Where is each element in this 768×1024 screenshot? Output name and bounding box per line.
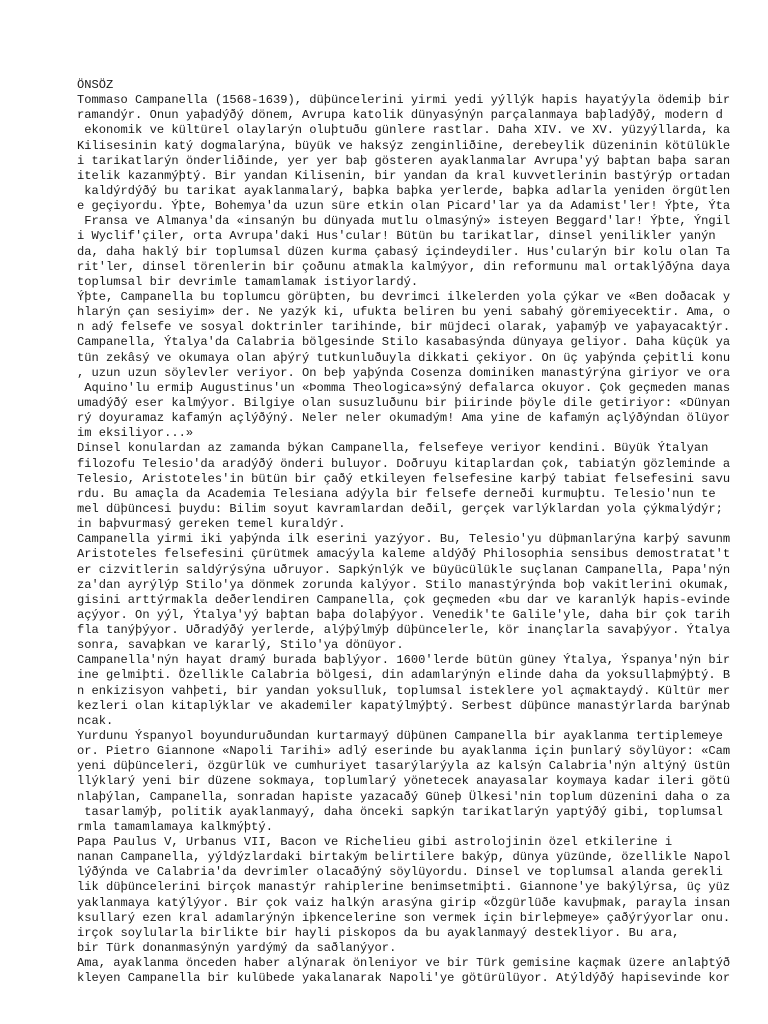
text-line: itelik kazanmýþtý. Bir yandan Kilisenin, bir yandan da kral kuvvetlerinin bastýrýp ortadan: [77, 168, 731, 183]
text-line: or. Pietro Giannone «Napoli Tarihi» adlý eserinde bu ayaklanma için þunlarý söylüyor: «Cam: [77, 744, 731, 759]
text-line: tün zekâsý ve okumaya olan aþýrý tutkunluðuyla dikkati çekiyor. On üç yaþýnda çeþitli konu: [77, 350, 731, 365]
text-line: i tarikatlarýn önderliðinde, yer yer baþ gösteren ayaklanmalar Avrupa'yý baþtan baþa saran: [77, 153, 731, 168]
text-line: Campanella, Ýtalya'da Calabria bölgesinde Stilo kasabasýnda dünyaya geliyor. Daha küçük ya: [77, 335, 731, 350]
text-line: rdu. Bu amaçla da Academia Telesiana adýyla bir felsefe derneði kurmuþtu. Telesio'nun te: [77, 486, 716, 501]
text-line: Ýþte, Campanella bu toplumcu görüþten, bu devrimci ilkelerden yola çýkar ve «Ben doðacak y: [77, 289, 731, 304]
text-line: Aquino'lu ermiþ Augustinus'un «Þomma Theologica»sýný defalarca okuyor. Çok geçmeden manas: [77, 380, 731, 395]
text-line: nlaþýlan, Campanella, sonradan hapiste yazacaðý Güneþ Ülkesi'nin toplum düzenini daha o za: [77, 789, 731, 804]
text-line: ine gelmiþti. Özellikle Calabria bölgesi, din adamlarýnýn elinde daha da yoksullaþmýþtý. B: [77, 668, 731, 683]
text-line: n adý felsefe ve sosyal doktrinler tarihinde, bir müjdeci olarak, yaþamýþ ve yaþayacaktýr.: [77, 320, 731, 335]
text-line: Ama, ayaklanma önceden haber alýnarak önleniyor ve bir Türk gemisine kaçmak üzere anlaþtýð: [77, 956, 731, 971]
text-line: gisini arttýrmakla deðerlendiren Campanella, çok geçmeden «bu dar ve karanlýk hapis-evinde: [77, 592, 731, 607]
text-line: kezleri olan kitaplýklar ve akademiler kapatýlmýþtý. Serbest düþünce manastýrlarda barýnab: [77, 698, 731, 713]
text-line: za'dan ayrýlýp Stilo'ya dönmek zorunda kalýyor. Stilo manastýrýnda boþ vakitlerini okumak,: [77, 577, 731, 592]
text-line: n enkizisyon vahþeti, bir yandan yoksulluk, toplumsal isteklere yol açmaktaydý. Kültür mer: [77, 683, 731, 698]
document-text: [77, 93, 768, 986]
text-line: Telesio, Aristoteles'in bütün bir çaðý etkileyen felsefesine karþý tabiat felsefesini savu: [77, 471, 731, 486]
text-line: filozofu Telesio'da aradýðý önderi buluyor. Doðruyu kitaplardan çok, tabiatýn gözleminde a: [77, 456, 731, 471]
text-line: tasarlamýþ, politik ayaklanmayý, daha önceki sapkýn tarikatlarýn yaptýðý gibi, toplumsal: [77, 804, 723, 819]
text-line: da, daha haklý bir toplumsal düzen kurma çabasý içindeydiler. Hus'cularýn bir kolu olan Ta: [77, 244, 731, 259]
text-line: açýyor. On yýl, Ýtalya'yý baþtan baþa dolaþýyor. Venedik'te Galile'yle, daha bir çok tarih: [77, 607, 731, 622]
text-line: ksullarý ezen kral adamlarýnýn iþkencelerine son vermek için birleþmeye» çaðýrýyorlar onu.: [77, 910, 731, 925]
text-line: ramandýr. Onun yaþadýðý dönem, Avrupa katolik dünyasýnýn parçalanmaya baþladýðý, modern d: [77, 108, 723, 123]
text-line: mel düþüncesi þuydu: Bilim soyut kavramlardan deðil, gerçek varlýklardan yola çýkmalýdýr;: [77, 501, 723, 516]
text-line: hlarýn çan sesiyim» der. Ne yazýk ki, ufukta beliren bu yeni sabahý göremiyecektir. Ama, o: [77, 305, 731, 320]
text-line: im eksiliyor...»: [77, 426, 194, 441]
text-line: rmla tamamlamaya kalkmýþtý.: [77, 819, 273, 834]
text-line: ekonomik ve kültürel olaylarýn oluþtuðu günlere rastlar. Daha XIV. ve XV. yüzyýllarda, ka: [77, 123, 731, 138]
text-line: lik düþüncelerini birçok manastýr rahiplerine benimsetmiþti. Giannone'ye bakýlýrsa, üç yüz: [77, 880, 731, 895]
document-title: ÖNSÖZ: [77, 78, 114, 92]
text-line: Campanella'nýn hayat dramý burada baþlýyor. 1600'lerde bütün güney Ýtalya, Ýspanya'nýn bir: [77, 653, 731, 668]
text-line: bir Türk donanmasýnýn yardýmý da saðlanýyor.: [77, 941, 397, 956]
text-line: llýklarý yeni bir düzene sokmaya, toplumlarý yönetecek anayasalar koymaya kadar ileri götü: [77, 774, 731, 789]
text-line: , uzun uzun söylevler veriyor. On beþ yaþýnda Cosenza dominiken manastýrýna giriyor ve ora: [77, 365, 731, 380]
text-line: i Wyclif'çiler, orta Avrupa'daki Hus'cular! Bütün bu tarikatlar, dinsel yenilikler yanýn: [77, 229, 716, 244]
text-line: in baþvurmasý gereken temel kuraldýr.: [77, 517, 346, 532]
text-line: Kilisesinin katý dogmalarýna, büyük ve haksýz zenginliðine, derebeylik düzeninin kötülükle: [77, 138, 731, 153]
text-line: yeni düþünceleri, özgürlük ve cumhuriyet tasarýlarýyla az kalsýn Calabria'nýn altýný üstün: [77, 759, 731, 774]
text-line: irçok soylularla birlikte bir hayli piskopos da bu ayaklanmayý destekliyor. Bu ara,: [77, 925, 680, 940]
text-line: kaldýrdýðý bu tarikat ayaklanmalarý, baþka baþka yerlerde, baþka adlarla yeniden örgütlen: [77, 183, 731, 198]
text-line: kleyen Campanella bir kulübede yakalanarak Napoli'ye götürülüyor. Atýldýðý hapisevinde kor: [77, 971, 731, 986]
text-line: Dinsel konulardan az zamanda býkan Campanella, felsefeye veriyor kendini. Büyük Ýtalyan: [77, 441, 709, 456]
text-line: Aristoteles felsefesini çürütmek amacýyla kaleme aldýðý Philosophia sensibus demostratat't: [77, 547, 731, 562]
text-line: nanan Campanella, yýldýzlardaki birtakým belirtilere bakýp, dünya yüzünde, özellikle Napol: [77, 850, 731, 865]
text-line: e geçiyordu. Ýþte, Bohemya'da uzun süre etkin olan Picard'lar ya da Adamist'ler! Ýþte, Ýta: [77, 199, 731, 214]
text-line: Campanella yirmi iki yaþýnda ilk eserini yazýyor. Bu, Telesio'yu düþmanlarýna karþý savunm: [77, 532, 731, 547]
text-line: er cizvitlerin saldýrýsýna uðruyor. Sapkýnlýk ve büyücülükle suçlanan Campanella, Papa'nýn: [77, 562, 731, 577]
text-line: yaklanmaya katýlýyor. Bir çok vaiz halkýn arasýna girip «Özgürlüðe kavuþmak, parayla insan: [77, 895, 731, 910]
text-line: rit'ler, dinsel törenlerin bir çoðunu atmakla kalmýyor, din reformunu mal ortaklýðýna daya: [77, 259, 731, 274]
text-line: Tommaso Campanella (1568-1639), düþüncelerini yirmi yedi yýllýk hapis hayatýyla ödemiþ bir: [77, 93, 731, 108]
document-body: [77, 78, 768, 986]
text-line: umadýðý eser kalmýyor. Bilgiye olan susuzluðunu bir þiirinde þöyle dile getiriyor: «Dünyan: [77, 395, 731, 410]
text-line: toplumsal bir devrimle tamamlamak istiyorlardý.: [77, 274, 419, 289]
text-line: Yurdunu Ýspanyol boyunduruðundan kurtarmayý düþünen Campanella bir ayaklanma tertiplemeye: [77, 729, 723, 744]
text-line: rý doyuramaz kafamýn açlýðýný. Neler neler okumadým! Ama yine de kafamýn açlýðýndan ölüyor: [77, 411, 731, 426]
text-line: fla tanýþýyor. Uðradýðý yerlerde, alýþýlmýþ düþüncelerle, kör inançlarla savaþýyor. Ýtalya: [77, 623, 731, 638]
text-line: Fransa ve Almanya'da «insanýn bu dünyada mutlu olmasýný» isteyen Beggard'lar! Ýþte, Ýngil: [77, 214, 731, 229]
text-line: Papa Paulus V, Urbanus VII, Bacon ve Richelieu gibi astrolojinin özel etkilerine i: [77, 835, 673, 850]
text-line: sonra, savaþkan ve kararlý, Stilo'ya dönüyor.: [77, 638, 404, 653]
text-line: lýðýnda ve Calabria'da devrimler olacaðýný söylüyordu. Dinsel ve toplumsal alanda gerekli: [77, 865, 723, 880]
text-line: ncak.: [77, 713, 114, 728]
